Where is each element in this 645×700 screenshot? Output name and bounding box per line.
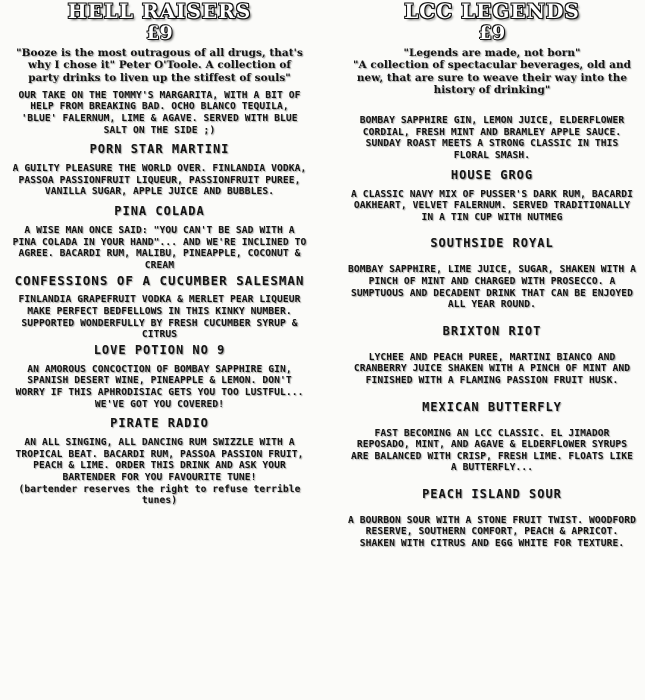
section-quote: "Legends are made, not born" [403, 47, 581, 59]
drink-description: A CLASSIC NAVY MIX OF PUSSER'S DARK RUM, BACARDI OAKHEART, VELVET FALERNUM. SERVED TRADITIONALLY IN A TIN CUP WITH NUTMEG [350, 188, 634, 223]
section-price: £9 [146, 22, 173, 44]
drink-description: A WISE MAN ONCE SAID: "YOU CAN'T BE SAD WITH A PINA COLADA IN YOUR HAND"... AND WE'RE INCLINED TO AGREE. BACARDI RUM, MALIBU, PINEAPPLE, COCONUT & CREAM [12, 225, 307, 271]
drink-description: AN AMOROUS CONCOCTION OF BOMBAY SAPPHIRE GIN, SPANISH DESERT WINE, PINEAPPLE & LEMON. DON'T WORRY IF THIS APHRODISIAC GETS YOU TOO LUSTFUL... WE'VE GOT YOU COVERED! [15, 363, 304, 410]
drink-name: PORN STAR MARTINI [89, 142, 230, 157]
drink-description: FINLANDIA GRAPEFRUIT VODKA & MERLET PEAR LIQUEUR MAKE PERFECT BEDFELLOWS IN THIS KINKY NUMBER. SUPPORTED WONDERFULLY BY FRESH CUCUMBER SYRUP & CITRUS [18, 294, 301, 341]
hell-raisers-column [8, 0, 311, 507]
drink-name: HOUSE GROG [450, 167, 534, 182]
drink-name: LOVE POTION NO 9 [93, 342, 226, 357]
drink-description: A GUILTY PLEASURE THE WORLD OVER. FINLANDIA VODKA, PASSOA PASSIONFRUIT LIQUEUR, PASSIONFRUIT PUREE, VANILLA SUGAR, APPLE JUICE AND BUBBLES. [12, 163, 307, 198]
drink-name: PEACH ISLAND SOUR [422, 486, 562, 501]
drink-name: MEXICAN BUTTERFLY [422, 399, 562, 414]
section-quote: "Booze is the most outragous of all drugs, that's why I chose it" Peter O'Toole. A collection of party drinks to liven up the stiffest of souls" [16, 47, 303, 84]
drink-note: (bartender reserves the right to refuse terrible tunes) [18, 483, 301, 507]
drink-name: PIRATE RADIO [110, 416, 209, 431]
drink-name: BRIXTON RIOT [442, 323, 542, 338]
drink-description: AN ALL SINGING, ALL DANCING RUM SWIZZLE WITH A TROPICAL BEAT. BACARDI RUM, PASSOA PASSION FRUIT, PEACH & LIME. ORDER THIS DRINK AND ASK YOUR BARTENDER FOR YOU FAVOURITE TUNE! [15, 437, 304, 483]
drink-description: FAST BECOMING AN LCC CLASSIC. EL JIMADOR REPOSADO, MINT, AND AGAVE & ELDERFLOWER SYRUPS ARE BALANCED WITH CRISP, FRESH LIME. FLOATS LIKE A BUTTERFLY... [350, 427, 634, 474]
lcc-legends-column [345, 0, 639, 550]
section-title: HELL RAISERS [67, 0, 252, 23]
section-title: LCC LEGENDS [404, 0, 580, 23]
section-price: £9 [478, 22, 506, 44]
drink-name: CONFESSIONS OF A CUCUMBER SALESMAN [14, 273, 305, 289]
intro-description: BOMBAY SAPPHIRE GIN, LEMON JUICE, ELDERFLOWER CORDIAL, FRESH MINT AND BRAMLEY APPLE SAUCE. SUNDAY ROAST MEETS A STRONG CLASSIC IN THIS FLORAL SMASH. [359, 115, 625, 161]
drink-description: A BOURBON SOUR WITH A STONE FRUIT TWIST. WOODFORD RESERVE, SOUTHERN COMFORT, PEACH & APRICOT. SHAKEN WITH CITRUS AND EGG WHITE FOR TEXTURE. [348, 514, 636, 550]
drink-description: BOMBAY SAPPHIRE, LIME JUICE, SUGAR, SHAKEN WITH A PINCH OF MINT AND CHARGED WITH PROSECCO. A SUMPTUOUS AND DECADENT DRINK THAT CAN BE ENJOYED ALL YEAR ROUND. [348, 264, 636, 311]
drink-name: PINA COLADA [114, 204, 205, 219]
section-quote: "A collection of spectacular beverages, old and new, that are sure to weave their way into the history of drinking" [353, 59, 631, 96]
intro-description: OUR TAKE ON THE TOMMY'S MARGARITA, WITH A BIT OF HELP FROM BREAKING BAD. OCHO BLANCO TEQUILA, 'BLUE' FALERNUM, LIME & AGAVE. SERVED WITH BLUE SALT ON THE SIDE ;) [18, 89, 301, 136]
drink-name: SOUTHSIDE ROYAL [430, 236, 554, 251]
drink-description: LYCHEE AND PEACH PUREE, MARTINI BIANCO AND CRANBERRY JUICE SHAKEN WITH A PINCH OF MINT AND FINISHED WITH A FLAMING PASSION FRUIT HUSK. [353, 351, 631, 386]
